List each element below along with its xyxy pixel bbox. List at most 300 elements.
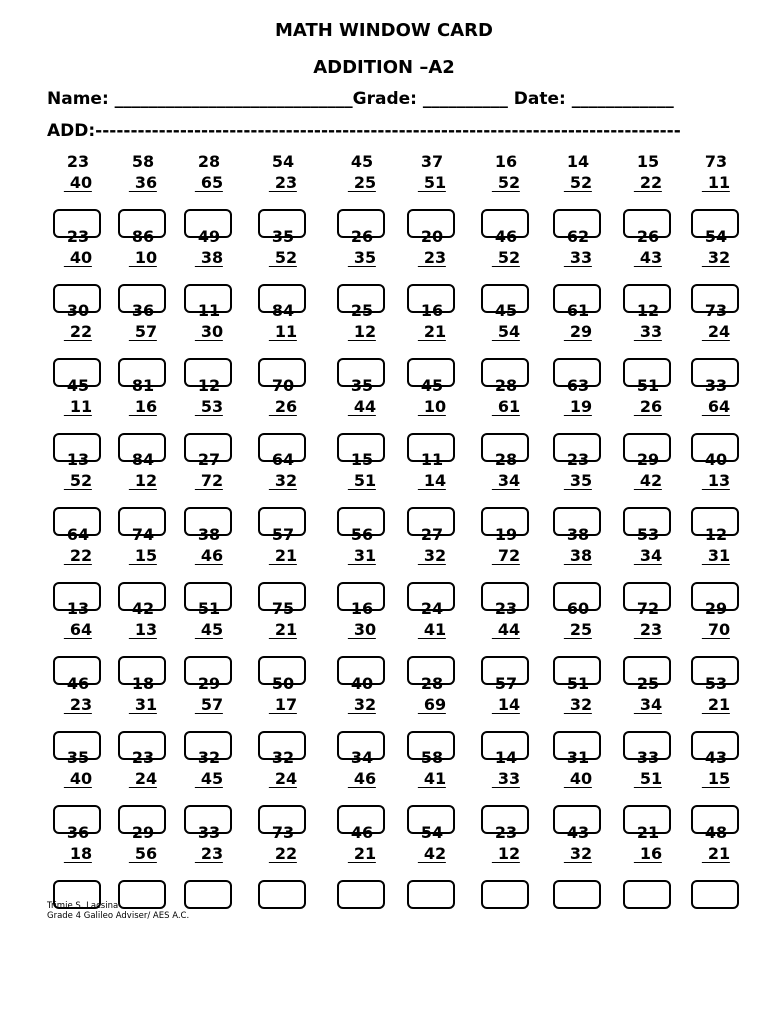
addend-bottom: 30 [348, 621, 376, 639]
addition-problem [550, 225, 606, 300]
addition-problem [334, 150, 390, 225]
addition-problem [688, 523, 744, 598]
addend-top: 16 [494, 152, 518, 171]
addend-bottom: 45 [195, 770, 223, 788]
addend-bottom: 15 [702, 770, 730, 788]
addend-bottom: 40 [564, 770, 592, 788]
addend-top: 63 [566, 375, 590, 395]
addend-bottom: 13 [129, 621, 157, 639]
addition-problem [404, 225, 460, 300]
addition-problem [181, 597, 237, 672]
addend-top: 46 [494, 226, 518, 246]
addend-bottom: 46 [195, 547, 223, 565]
addition-problem [334, 225, 390, 300]
addend-bottom: 35 [564, 472, 592, 490]
addend-top: 46 [66, 673, 90, 693]
addend-bottom: 12 [129, 472, 157, 490]
addend-top: 32 [271, 748, 295, 767]
addend-top: 57 [494, 673, 518, 693]
addend-bottom: 32 [564, 845, 592, 863]
addend-top: 29 [131, 822, 155, 842]
addend-top: 25 [636, 673, 660, 693]
addition-problem [255, 597, 311, 672]
addend-bottom: 16 [129, 398, 157, 416]
addition-problem [181, 225, 237, 300]
addend-top: 33 [197, 822, 221, 842]
addend-bottom: 32 [702, 249, 730, 267]
addend-top: 74 [131, 524, 155, 544]
addend-top: 29 [197, 673, 221, 693]
addend-top: 23 [66, 152, 90, 171]
addend-top: 12 [704, 524, 728, 544]
addition-problem [478, 225, 534, 300]
addition-problem [478, 821, 534, 896]
addend-top: 21 [636, 822, 660, 842]
addend-top: 72 [636, 599, 660, 618]
addend-top: 50 [271, 673, 295, 693]
addend-top: 61 [566, 301, 590, 320]
addend-bottom: 25 [348, 174, 376, 192]
addend-bottom: 11 [64, 398, 92, 416]
addition-problem [550, 299, 606, 374]
answer-box[interactable] [184, 880, 232, 909]
addend-bottom: 42 [634, 472, 662, 490]
addend-top: 23 [66, 226, 90, 246]
addend-top: 40 [350, 673, 374, 693]
addend-bottom: 15 [129, 547, 157, 565]
addend-bottom: 21 [418, 323, 446, 341]
addition-problem [50, 746, 106, 821]
addend-top: 15 [636, 152, 660, 171]
addend-bottom: 26 [269, 398, 297, 416]
addend-bottom: 53 [195, 398, 223, 416]
addition-problem [404, 597, 460, 672]
addend-top: 34 [350, 748, 374, 767]
addend-bottom: 14 [418, 472, 446, 490]
addend-top: 25 [350, 301, 374, 320]
addend-bottom: 72 [195, 472, 223, 490]
problem-column [50, 150, 106, 895]
addend-bottom: 21 [269, 621, 297, 639]
addend-top: 27 [197, 450, 221, 469]
addend-bottom: 70 [702, 621, 730, 639]
addend-top: 40 [704, 450, 728, 469]
addend-top: 38 [566, 524, 590, 544]
addition-problem [620, 150, 676, 225]
problem-column [115, 150, 171, 895]
addition-problem [550, 746, 606, 821]
addend-bottom: 40 [64, 770, 92, 788]
addition-problem [620, 225, 676, 300]
addend-top: 23 [131, 748, 155, 767]
addend-bottom: 52 [269, 249, 297, 267]
addend-top: 54 [704, 226, 728, 246]
addend-bottom: 21 [269, 547, 297, 565]
addend-bottom: 35 [348, 249, 376, 267]
addition-problem [404, 523, 460, 598]
addition-problem [620, 374, 676, 449]
addend-top: 12 [197, 375, 221, 395]
addend-top: 23 [494, 822, 518, 842]
addend-top: 36 [131, 301, 155, 320]
addend-top: 70 [271, 375, 295, 395]
addition-problem [688, 746, 744, 821]
addend-top: 45 [420, 375, 444, 395]
addition-problem [620, 299, 676, 374]
addition-problem [550, 448, 606, 523]
addend-bottom: 52 [64, 472, 92, 490]
addition-problem [688, 225, 744, 300]
addend-top: 12 [636, 301, 660, 320]
addition-problem [50, 374, 106, 449]
addend-top: 26 [350, 226, 374, 246]
addend-top: 48 [704, 822, 728, 842]
addend-bottom: 64 [702, 398, 730, 416]
addend-top: 28 [494, 375, 518, 395]
addend-top: 13 [66, 599, 90, 618]
addend-top: 32 [197, 748, 221, 767]
addend-top: 45 [66, 375, 90, 395]
addition-problem [478, 597, 534, 672]
addend-bottom: 19 [564, 398, 592, 416]
addition-problem [50, 597, 106, 672]
addend-top: 73 [704, 301, 728, 320]
addend-bottom: 51 [634, 770, 662, 788]
addition-problem [50, 225, 106, 300]
addend-bottom: 23 [64, 696, 92, 714]
addend-bottom: 51 [348, 472, 376, 490]
addend-top: 28 [420, 673, 444, 693]
addend-bottom: 12 [492, 845, 520, 863]
addend-top: 51 [197, 599, 221, 618]
addend-top: 84 [131, 450, 155, 469]
addend-top: 43 [566, 822, 590, 842]
addend-top: 31 [566, 748, 590, 767]
addend-top: 30 [66, 301, 90, 320]
addend-top: 49 [197, 226, 221, 246]
addend-bottom: 69 [418, 696, 446, 714]
addend-bottom: 32 [348, 696, 376, 714]
addend-bottom: 26 [634, 398, 662, 416]
addend-bottom: 29 [564, 323, 592, 341]
addend-top: 35 [350, 375, 374, 395]
addend-top: 16 [420, 301, 444, 320]
addition-problem [688, 672, 744, 747]
addend-bottom: 41 [418, 621, 446, 639]
addend-top: 20 [420, 226, 444, 246]
addend-top: 29 [636, 450, 660, 469]
author-role: Grade 4 Galileo Adviser/ AES A.C. [47, 911, 190, 921]
addition-problem [255, 672, 311, 747]
addend-bottom: 21 [702, 696, 730, 714]
addend-bottom: 22 [64, 323, 92, 341]
addend-top: 58 [131, 152, 155, 171]
addend-bottom: 18 [64, 845, 92, 863]
addend-top: 14 [494, 748, 518, 767]
addition-problem [181, 448, 237, 523]
student-info-line: Name: ____________________________Grade: __________ Date: ____________ [47, 89, 674, 109]
addend-bottom: 10 [129, 249, 157, 267]
addend-top: 51 [636, 375, 660, 395]
addend-bottom: 24 [129, 770, 157, 788]
addend-top: 24 [420, 599, 444, 618]
addend-top: 45 [350, 152, 374, 171]
addend-top: 56 [350, 524, 374, 544]
addend-bottom: 57 [195, 696, 223, 714]
answer-box[interactable] [623, 880, 671, 909]
addend-bottom: 23 [634, 621, 662, 639]
problem-column [550, 150, 606, 895]
addend-top: 27 [420, 524, 444, 544]
answer-box[interactable] [691, 880, 739, 909]
addend-bottom: 54 [492, 323, 520, 341]
addend-bottom: 32 [269, 472, 297, 490]
addend-bottom: 23 [269, 174, 297, 192]
addend-bottom: 16 [634, 845, 662, 863]
addend-bottom: 23 [418, 249, 446, 267]
addition-problem [334, 299, 390, 374]
addend-bottom: 11 [702, 174, 730, 192]
addend-bottom: 31 [348, 547, 376, 565]
answer-box[interactable] [337, 880, 385, 909]
addend-bottom: 22 [64, 547, 92, 565]
addend-bottom: 34 [492, 472, 520, 490]
addition-problem [688, 448, 744, 523]
addition-problem [255, 299, 311, 374]
addend-top: 13 [66, 450, 90, 469]
addition-problem [334, 523, 390, 598]
addend-bottom: 10 [418, 398, 446, 416]
problem-column [255, 150, 311, 895]
problem-column [181, 150, 237, 895]
addition-problem [404, 150, 460, 225]
addition-problem [255, 374, 311, 449]
addition-problem [115, 448, 171, 523]
addend-top: 62 [566, 226, 590, 246]
addition-problem [255, 225, 311, 300]
addend-bottom: 33 [564, 249, 592, 267]
addition-problem [181, 150, 237, 225]
addition-problem [50, 299, 106, 374]
addend-top: 84 [271, 301, 295, 320]
addend-top: 28 [197, 152, 221, 171]
addend-top: 36 [66, 822, 90, 842]
addend-bottom: 65 [195, 174, 223, 192]
addition-problem [50, 672, 106, 747]
addend-top: 33 [704, 375, 728, 395]
addition-problem [550, 821, 606, 896]
answer-box[interactable] [118, 880, 166, 909]
addition-problem [404, 672, 460, 747]
addition-problem [334, 821, 390, 896]
addition-problem [620, 597, 676, 672]
addend-top: 60 [566, 599, 590, 618]
addend-bottom: 22 [269, 845, 297, 863]
addition-problem [620, 448, 676, 523]
addend-bottom: 21 [348, 845, 376, 863]
addition-problem [334, 597, 390, 672]
addition-problem [181, 299, 237, 374]
addend-top: 38 [197, 524, 221, 544]
addend-bottom: 61 [492, 398, 520, 416]
addend-bottom: 52 [492, 174, 520, 192]
addend-top: 35 [66, 748, 90, 767]
addition-problem [550, 523, 606, 598]
addend-bottom: 43 [634, 249, 662, 267]
addition-problem [688, 374, 744, 449]
addend-top: 35 [271, 226, 295, 246]
addend-bottom: 38 [195, 249, 223, 267]
addition-problem [115, 225, 171, 300]
addition-problem [688, 821, 744, 896]
addend-bottom: 12 [348, 323, 376, 341]
addend-bottom: 38 [564, 547, 592, 565]
addition-problem [688, 299, 744, 374]
addition-problem [620, 672, 676, 747]
addition-problem [115, 374, 171, 449]
addend-top: 29 [704, 599, 728, 618]
addend-bottom: 24 [702, 323, 730, 341]
problem-column [334, 150, 390, 895]
addend-bottom: 34 [634, 696, 662, 714]
addend-bottom: 45 [195, 621, 223, 639]
addition-problem [404, 746, 460, 821]
addition-problem [181, 821, 237, 896]
addend-bottom: 42 [418, 845, 446, 863]
addition-problem [478, 746, 534, 821]
addend-bottom: 34 [634, 547, 662, 565]
addition-problem [181, 374, 237, 449]
addition-problem [115, 672, 171, 747]
answer-box[interactable] [481, 880, 529, 909]
addition-problem [334, 374, 390, 449]
addend-top: 64 [271, 450, 295, 469]
addend-bottom: 24 [269, 770, 297, 788]
addend-top: 23 [566, 450, 590, 469]
addend-top: 73 [271, 822, 295, 842]
addition-problem [404, 448, 460, 523]
addend-bottom: 13 [702, 472, 730, 490]
addition-problem [478, 374, 534, 449]
addition-problem [255, 150, 311, 225]
addition-problem [478, 523, 534, 598]
addend-top: 28 [494, 450, 518, 469]
addend-top: 33 [636, 748, 660, 767]
addend-bottom: 17 [269, 696, 297, 714]
addition-problem [688, 150, 744, 225]
addition-problem [550, 597, 606, 672]
addition-problem [50, 150, 106, 225]
addition-problem [688, 597, 744, 672]
addend-bottom: 33 [492, 770, 520, 788]
answer-box[interactable] [553, 880, 601, 909]
addition-problem [181, 746, 237, 821]
addition-problem [115, 821, 171, 896]
addend-top: 51 [566, 673, 590, 693]
addend-bottom: 30 [195, 323, 223, 341]
addend-bottom: 57 [129, 323, 157, 341]
addend-bottom: 52 [564, 174, 592, 192]
addition-problem [620, 746, 676, 821]
addend-top: 18 [131, 673, 155, 693]
addend-bottom: 36 [129, 174, 157, 192]
addend-top: 42 [131, 599, 155, 618]
addend-bottom: 14 [492, 696, 520, 714]
addition-problem [255, 448, 311, 523]
addend-top: 37 [420, 152, 444, 171]
addition-problem [255, 523, 311, 598]
problem-column [478, 150, 534, 895]
addition-problem [404, 299, 460, 374]
addend-bottom: 46 [348, 770, 376, 788]
addition-problem [115, 150, 171, 225]
addend-top: 53 [704, 673, 728, 693]
addition-problem [334, 672, 390, 747]
addition-problem [115, 523, 171, 598]
addend-bottom: 32 [418, 547, 446, 565]
addend-top: 53 [636, 524, 660, 544]
addend-bottom: 23 [195, 845, 223, 863]
addition-problem [50, 523, 106, 598]
addend-bottom: 31 [702, 547, 730, 565]
addition-problem [620, 821, 676, 896]
addend-top: 23 [494, 599, 518, 618]
addition-problem [50, 448, 106, 523]
addition-problem [550, 150, 606, 225]
answer-box[interactable] [258, 880, 306, 909]
addition-problem [478, 299, 534, 374]
addend-top: 57 [271, 524, 295, 544]
addition-problem [478, 150, 534, 225]
addend-bottom: 40 [64, 249, 92, 267]
addend-bottom: 22 [634, 174, 662, 192]
addend-bottom: 21 [702, 845, 730, 863]
addend-top: 64 [66, 524, 90, 544]
addition-problem [115, 746, 171, 821]
addition-problem [404, 374, 460, 449]
addend-bottom: 32 [564, 696, 592, 714]
problem-column [404, 150, 460, 895]
addition-problem [550, 672, 606, 747]
addend-bottom: 25 [564, 621, 592, 639]
addend-top: 46 [350, 822, 374, 842]
addend-top: 73 [704, 152, 728, 171]
addend-bottom: 33 [634, 323, 662, 341]
addend-bottom: 64 [64, 621, 92, 639]
addition-problem [620, 523, 676, 598]
addend-top: 81 [131, 375, 155, 395]
addend-bottom: 44 [492, 621, 520, 639]
addition-problem [404, 821, 460, 896]
addend-top: 43 [704, 748, 728, 767]
addend-top: 14 [566, 152, 590, 171]
addend-bottom: 40 [64, 174, 92, 192]
addition-problem [181, 523, 237, 598]
addend-top: 26 [636, 226, 660, 246]
addend-top: 19 [494, 524, 518, 544]
addend-bottom: 31 [129, 696, 157, 714]
answer-box[interactable] [407, 880, 455, 909]
problem-column [620, 150, 676, 895]
addend-top: 58 [420, 748, 444, 767]
addition-problem [181, 672, 237, 747]
addition-problem [334, 448, 390, 523]
addend-bottom: 44 [348, 398, 376, 416]
addend-top: 11 [197, 301, 221, 320]
addition-problem [478, 448, 534, 523]
addend-bottom: 56 [129, 845, 157, 863]
addend-top: 11 [420, 450, 444, 469]
